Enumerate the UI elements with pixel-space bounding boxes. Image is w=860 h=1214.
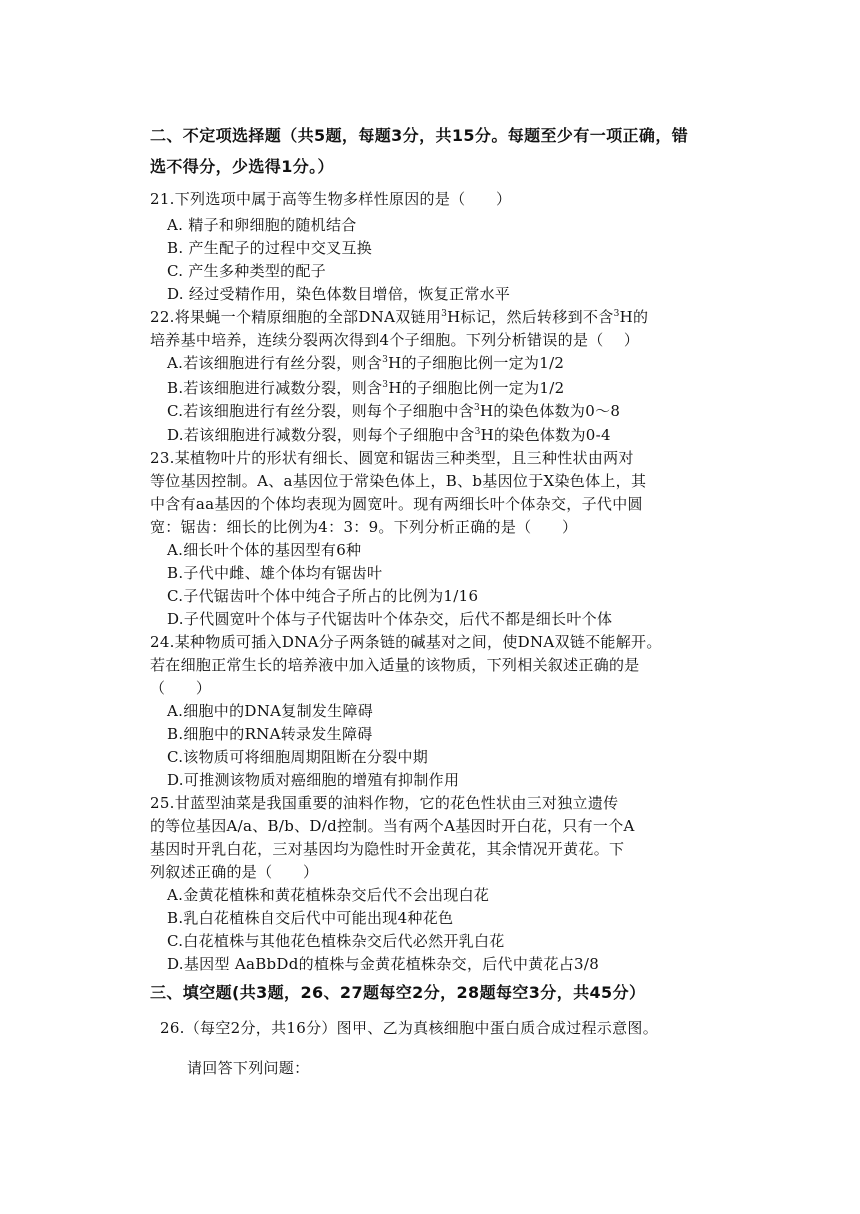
question-22-option-c: C.若该细胞进行有丝分裂，则每个子细胞中含$^3$H的染色体数为0～8 (167, 402, 621, 420)
question-22-stem-line1: 22.将果蝇一个精原细胞的全部DNA双链用$^3$H标记，然后转移到不含$^3$H的 (150, 308, 649, 326)
section-heading: 二、不定项选择题（共5题，每题3分，共15分。每题至少有一项正确，错 (150, 126, 689, 145)
question-22-option-d: D.若该细胞进行减数分裂，则每个子细胞中含$^3$H的染色体数为0-4 (167, 426, 611, 444)
question-24-stem-line1: 24.某种物质可插入DNA分子两条链的碱基对之间，使DNA双链不能解开。 (150, 633, 662, 651)
question-24-option-c: C.该物质可将细胞周期阻断在分裂中期 (167, 748, 429, 766)
question-23-stem-line4: 宽：锯齿：细长的比例为4：3：9。下列分析正确的是（ ） (150, 518, 578, 536)
question-22-option-a: A.若该细胞进行有丝分裂，则含$^3$H的子细胞比例一定为1/2 (167, 354, 565, 372)
question-25-stem-line1: 25.甘蓝型油菜是我国重要的油料作物，它的花色性状由三对独立遗传 (150, 794, 619, 812)
question-26-stem: 26.（每空2分，共16分）图甲、乙为真核细胞中蛋白质合成过程示意图。 (160, 1019, 658, 1037)
question-24-option-b: B.细胞中的RNA转录发生障碍 (167, 725, 373, 743)
question-24-option-a: A.细胞中的DNA复制发生障碍 (167, 702, 374, 720)
question-25-option-c: C.白花植株与其他花色植株杂交后代必然开乳白花 (167, 932, 505, 950)
question-21-option-a: A. 精子和卵细胞的随机结合 (167, 216, 357, 234)
question-24-stem-line2: 若在细胞正常生长的培养液中加入适量的该物质，下列相关叙述正确的是 (150, 656, 640, 674)
question-23-option-c: C.子代锯齿叶个体中纯合子所占的比例为1/16 (167, 587, 479, 605)
question-21-option-d: D. 经过受精作用，染色体数目增倍，恢复正常水平 (167, 285, 511, 303)
question-24-option-d: D.可推测该物质对癌细胞的增殖有抑制作用 (167, 771, 460, 789)
question-25-stem-line4: 列叙述正确的是（ ） (150, 863, 319, 881)
question-25-stem-line3: 基因时开乳白花，三对基因均为隐性时开金黄花，其余情况开黄花。下 (150, 840, 625, 858)
question-23-stem-line3: 中含有aa基因的个体均表现为圆宽叶。现有两细长叶个体杂交，子代中圆 (150, 495, 643, 513)
question-25-stem-line2: 的等位基因A/a、B/b、D/d控制。当有两个A基因时开白花，只有一个A (150, 817, 635, 835)
question-23-option-d: D.子代圆宽叶个体与子代锯齿叶个体杂交，后代不都是细长叶个体 (167, 610, 613, 628)
question-23-stem-line2: 等位基因控制。A、a基因位于常染色体上，B、b基因位于X染色体上，其 (150, 472, 647, 490)
question-23-option-a: A.细长叶个体的基因型有6种 (167, 541, 362, 559)
question-26-prompt: 请回答下列问题： (187, 1059, 310, 1077)
question-25-option-b: B.乳白花植株自交后代中可能出现4种花色 (167, 909, 454, 927)
question-21-option-c: C. 产生多种类型的配子 (167, 262, 327, 280)
question-21-option-b: B. 产生配子的过程中交叉互换 (167, 239, 373, 257)
question-25-option-d: D.基因型 AaBbDd的植株与金黄花植株杂交，后代中黄花占3/8 (167, 955, 600, 973)
question-23-option-b: B.子代中雌、雄个体均有锯齿叶 (167, 564, 383, 582)
question-23-stem-line1: 23.某植物叶片的形状有细长、圆宽和锯齿三种类型，且三种性状由两对 (150, 449, 634, 467)
question-25-option-a: A.金黄花植株和黄花植株杂交后代不会出现白花 (167, 886, 490, 904)
section-heading-continued: 选不得分，少选得1分。） (150, 157, 334, 176)
question-22-stem-line2: 培养基中培养，连续分裂两次得到4个子细胞。下列分析错误的是（ ） (150, 331, 640, 349)
question-24-stem-line3: （ ） (150, 679, 212, 697)
section-heading-fill-in: 三、填空题(共3题，26、27题每空2分，28题每空3分，共45分） (150, 983, 646, 1002)
question-21-stem: 21.下列选项中属于高等生物多样性原因的是（ ） (150, 190, 512, 208)
question-22-option-b: B.若该细胞进行减数分裂，则含$^3$H的子细胞比例一定为1/2 (167, 379, 565, 397)
